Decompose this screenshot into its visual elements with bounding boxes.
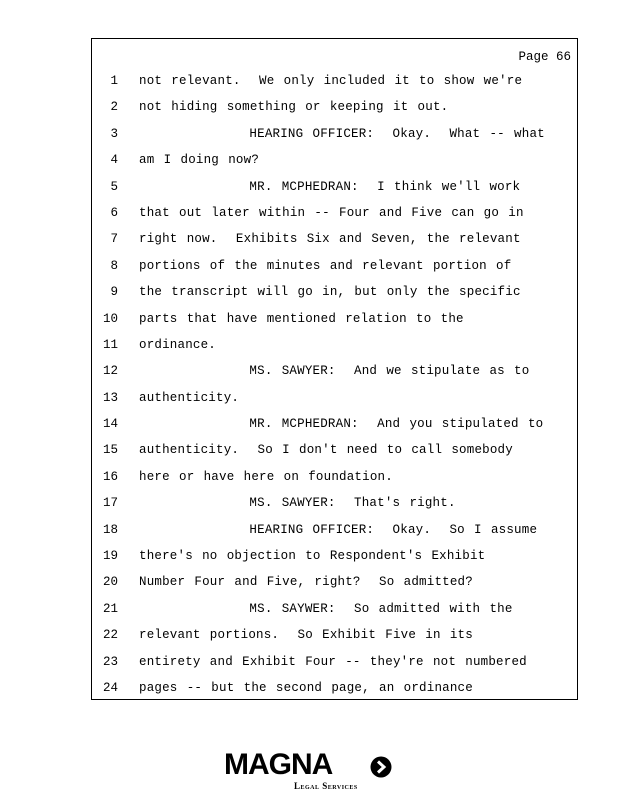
line-text: MS. SAWYER: And we stipulate as to (139, 364, 530, 379)
line-number: 5 (110, 179, 118, 194)
line-text: the transcript will go in, but only the specific (139, 285, 521, 300)
transcript-line (92, 415, 577, 441)
transcript-page (91, 38, 578, 700)
line-text: MS. SAYWER: So admitted with the (139, 601, 513, 616)
transcript-line (92, 283, 577, 309)
logo-wordmark: MAGNA (224, 748, 333, 781)
magna-logo (224, 748, 396, 792)
transcript-line (92, 573, 577, 599)
line-number: 10 (102, 311, 118, 326)
line-text: relevant portions. So Exhibit Five in its (139, 628, 473, 643)
transcript-line (92, 547, 577, 573)
line-number: 20 (102, 575, 118, 590)
chevron-right-circle-icon (370, 756, 392, 778)
line-text: authenticity. So I don't need to call somebody (139, 443, 513, 458)
line-text: MR. MCPHEDRAN: And you stipulated to (139, 417, 544, 432)
transcript-line (92, 310, 577, 336)
line-number: 15 (102, 443, 118, 458)
line-number: 9 (110, 285, 118, 300)
transcript-line (92, 626, 577, 652)
transcript-line (92, 494, 577, 520)
line-text: right now. Exhibits Six and Seven, the relevant (139, 232, 521, 247)
line-text: there's no objection to Respondent's Exhibit (139, 549, 486, 564)
line-text: am I doing now? (139, 153, 260, 168)
line-number: 21 (102, 601, 118, 616)
line-number: 24 (102, 680, 118, 695)
transcript-lines (92, 72, 577, 705)
transcript-line (92, 679, 577, 705)
transcript-line (92, 600, 577, 626)
line-number: 4 (110, 153, 118, 168)
line-number: 12 (102, 364, 118, 379)
line-text: MR. MCPHEDRAN: I think we'll work (139, 179, 521, 194)
transcript-line (92, 653, 577, 679)
page-number: Page 66 (518, 50, 571, 64)
transcript-line (92, 441, 577, 467)
line-number: 16 (102, 469, 118, 484)
line-number: 11 (102, 337, 118, 352)
line-text: portions of the minutes and relevant portion of (139, 258, 512, 273)
transcript-line (92, 125, 577, 151)
transcript-line (92, 389, 577, 415)
line-number: 18 (102, 522, 118, 537)
line-text: HEARING OFFICER: Okay. So I assume (139, 522, 538, 537)
line-text: parts that have mentioned relation to the (139, 311, 464, 326)
line-number: 3 (110, 126, 118, 141)
line-text: not hiding something or keeping it out. (139, 100, 449, 115)
transcript-line (92, 230, 577, 256)
line-number: 6 (110, 205, 118, 220)
transcript-line (92, 98, 577, 124)
line-text: entirety and Exhibit Four -- they're not numbered (139, 654, 527, 669)
line-text: not relevant. We only included it to show we're (139, 74, 523, 88)
transcript-line (92, 257, 577, 283)
line-text: MS. SAWYER: That's right. (139, 496, 456, 511)
line-number: 14 (102, 417, 118, 432)
line-text: authenticity. (139, 390, 240, 405)
line-text: HEARING OFFICER: Okay. What -- what (139, 126, 545, 141)
logo-subtitle: Legal Services (294, 781, 358, 791)
line-number: 19 (102, 549, 118, 564)
line-number: 1 (110, 74, 118, 88)
transcript-line (92, 151, 577, 177)
transcript-line (92, 468, 577, 494)
transcript-line (92, 362, 577, 388)
line-number: 23 (102, 654, 118, 669)
line-number: 17 (102, 496, 118, 511)
line-text: that out later within -- Four and Five can go in (139, 205, 524, 220)
line-number: 13 (102, 390, 118, 405)
line-number: 7 (110, 232, 118, 247)
transcript-line (92, 178, 577, 204)
line-number: 2 (110, 100, 118, 115)
transcript-line (92, 521, 577, 547)
transcript-line (92, 336, 577, 362)
line-text: here or have here on foundation. (139, 469, 393, 484)
line-text: ordinance. (139, 337, 217, 352)
transcript-line (92, 204, 577, 230)
transcript-line (92, 72, 577, 98)
line-text: Number Four and Five, right? So admitted? (139, 575, 473, 590)
line-text: pages -- but the second page, an ordinance (139, 680, 473, 695)
line-number: 22 (102, 628, 118, 643)
line-number: 8 (110, 258, 118, 273)
